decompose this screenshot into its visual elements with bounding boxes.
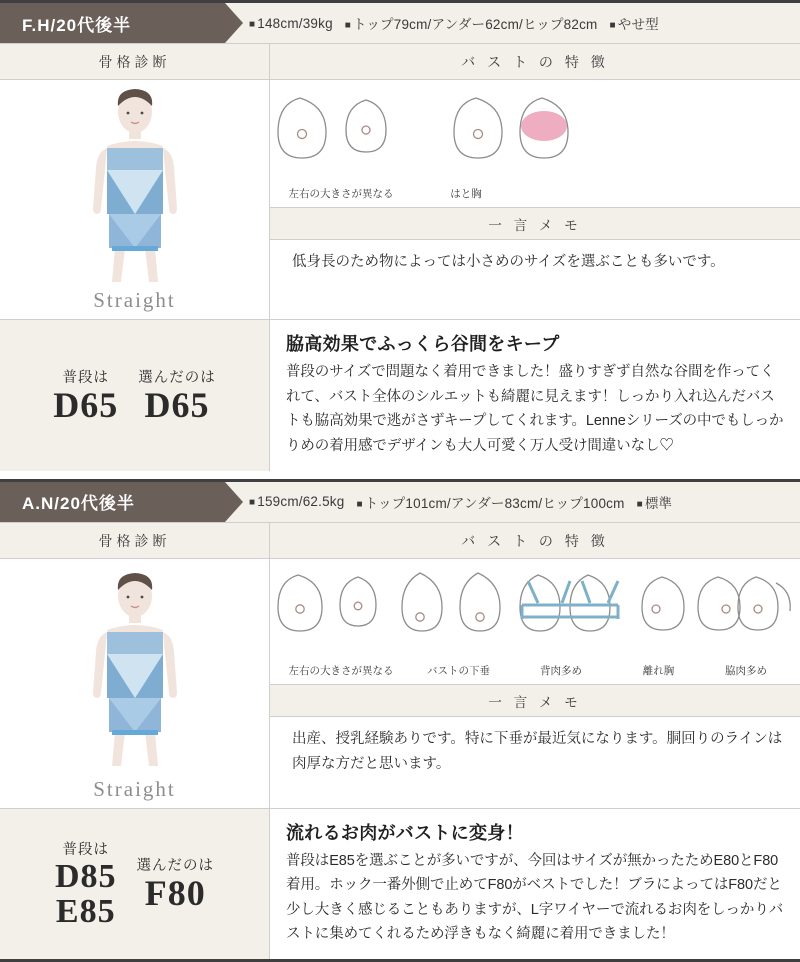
review-card-1 bbox=[0, 0, 800, 471]
memo-text-1: 低身長のため物によっては小さめのサイズを選ぶことも多いです。 bbox=[292, 254, 725, 270]
chosen-size-2 bbox=[127, 854, 225, 913]
chosen-size-1 bbox=[128, 366, 226, 425]
review-body-1 bbox=[0, 43, 800, 319]
body-figure-illustration bbox=[15, 565, 255, 775]
comment-box-2 bbox=[270, 809, 800, 960]
skeleton-subheader-2: 骨格診断 bbox=[0, 523, 269, 559]
square-bullet-icon: ■ bbox=[249, 18, 256, 30]
comment-title-1: 脇高効果でふっくら谷間をキープ bbox=[286, 334, 560, 354]
spec-item: ■ トップ79cm/アンダー62cm/ヒップ82cm bbox=[344, 17, 598, 32]
bust-label: 左右の大きさが異なる bbox=[288, 188, 394, 200]
chosen-size-label: 選んだのは bbox=[138, 369, 216, 386]
spec-item: ■ やせ型 bbox=[609, 17, 659, 32]
square-bullet-icon: ■ bbox=[356, 498, 363, 510]
usual-size-value-line2: E85 bbox=[55, 893, 116, 931]
skeleton-subheader-1: 骨格診断 bbox=[0, 44, 269, 80]
bust-label-row-1 bbox=[270, 186, 800, 207]
comment-body-1: 普段のサイズで問題なく着用できました！盛りすぎず自然な谷間を作ってくれて、バスト全体のシルエットも綺麗に見えます！しっかり入れ込んだバストも脇高効果で逃がさずキープしてくれます。Lenneシリーズの中でもしっかりめの着用感でデザインも大人可愛く万人受け間違いなし♡ bbox=[286, 364, 784, 454]
body-figure-wrap-2 bbox=[0, 559, 269, 844]
chosen-size-value: F80 bbox=[144, 873, 206, 914]
reviewer-name-2: A.N/20代後半 bbox=[0, 482, 225, 522]
bust-label: 背肉多め bbox=[540, 664, 582, 677]
usual-size-2 bbox=[45, 838, 127, 930]
square-bullet-icon: ■ bbox=[249, 497, 256, 509]
review-body-2 bbox=[0, 522, 800, 808]
usual-size-label: 普段は bbox=[62, 369, 109, 386]
chosen-size-label: 選んだのは bbox=[136, 858, 215, 875]
spec-item: ■ 標準 bbox=[636, 495, 673, 511]
body-figure-wrap-1 bbox=[0, 80, 269, 355]
bust-label: 脇肉多め bbox=[725, 664, 767, 677]
review-header-1 bbox=[0, 3, 800, 43]
square-bullet-icon: ■ bbox=[609, 20, 616, 31]
bust-shapes-illustration-2 bbox=[270, 565, 798, 663]
body-figure-illustration bbox=[15, 86, 255, 286]
memo-text-2: 出産、授乳経験ありです。特に下垂が最近気になります。胴回りのラインは肉厚な方だと思います。 bbox=[292, 730, 783, 772]
bust-label: 離れ胸 bbox=[642, 664, 675, 677]
review-card-2 bbox=[0, 479, 800, 962]
bust-column-2 bbox=[270, 523, 800, 808]
comment-box-1 bbox=[270, 320, 800, 471]
reviewer-specs-2 bbox=[225, 482, 800, 522]
review-header-2 bbox=[0, 482, 800, 522]
bust-label: 左右の大きさが異なる bbox=[288, 664, 394, 677]
memo-header-1: 一 言 メ モ bbox=[270, 207, 800, 240]
spec-item: ■ 159cm/62.5kg bbox=[249, 494, 345, 510]
bust-column-1 bbox=[270, 44, 800, 319]
comment-title-2: 流れるお肉がバストに変身！ bbox=[286, 822, 524, 843]
bust-illustration-area-2 bbox=[270, 559, 800, 684]
bust-label: バストの下垂 bbox=[427, 664, 490, 677]
spec-item: ■ トップ101cm/アンダー83cm/ヒップ100cm bbox=[356, 495, 625, 511]
bust-subheader-2: バ ス ト の 特 徴 bbox=[270, 523, 800, 559]
spec-item: ■ 148cm/39kg bbox=[249, 15, 333, 31]
skeleton-type-label-2: Straight bbox=[93, 776, 176, 801]
chosen-size-value: D65 bbox=[144, 384, 210, 425]
bust-illustration-area-1 bbox=[270, 80, 800, 207]
bust-subheader-1: バ ス ト の 特 徴 bbox=[270, 44, 800, 80]
usual-size-value: D65 bbox=[53, 384, 119, 425]
reviewer-name-1: F.H/20代後半 bbox=[0, 3, 225, 43]
skeleton-column-2 bbox=[0, 523, 270, 808]
usual-size-value-line1: D85 bbox=[54, 857, 117, 895]
usual-size-1 bbox=[43, 366, 128, 425]
square-bullet-icon: ■ bbox=[344, 20, 352, 31]
comment-body-2: 普段はE85を選ぶことが多いですが、今回はサイズが無かったためE80とF80着用。ホック一番外側で止めてF80がベストでした！ブラによってはF80だと少し大きく感じることもありますが、L字ワイヤーで流れるお肉をしっかりバストに集めてくれるため浮きもなく綺麗に着用できました！ bbox=[286, 852, 784, 943]
usual-size-label: 普段は bbox=[62, 841, 109, 858]
reviewer-specs-1 bbox=[225, 3, 800, 43]
skeleton-type-label-1: Straight bbox=[93, 288, 176, 312]
bust-shapes-illustration-1 bbox=[270, 86, 798, 186]
memo-header-2: 一 言 メ モ bbox=[270, 684, 800, 717]
square-bullet-icon: ■ bbox=[636, 498, 643, 510]
bust-label-row-2 bbox=[270, 663, 800, 684]
bust-label: はと胸 bbox=[450, 188, 482, 200]
skeleton-column-1 bbox=[0, 44, 270, 319]
